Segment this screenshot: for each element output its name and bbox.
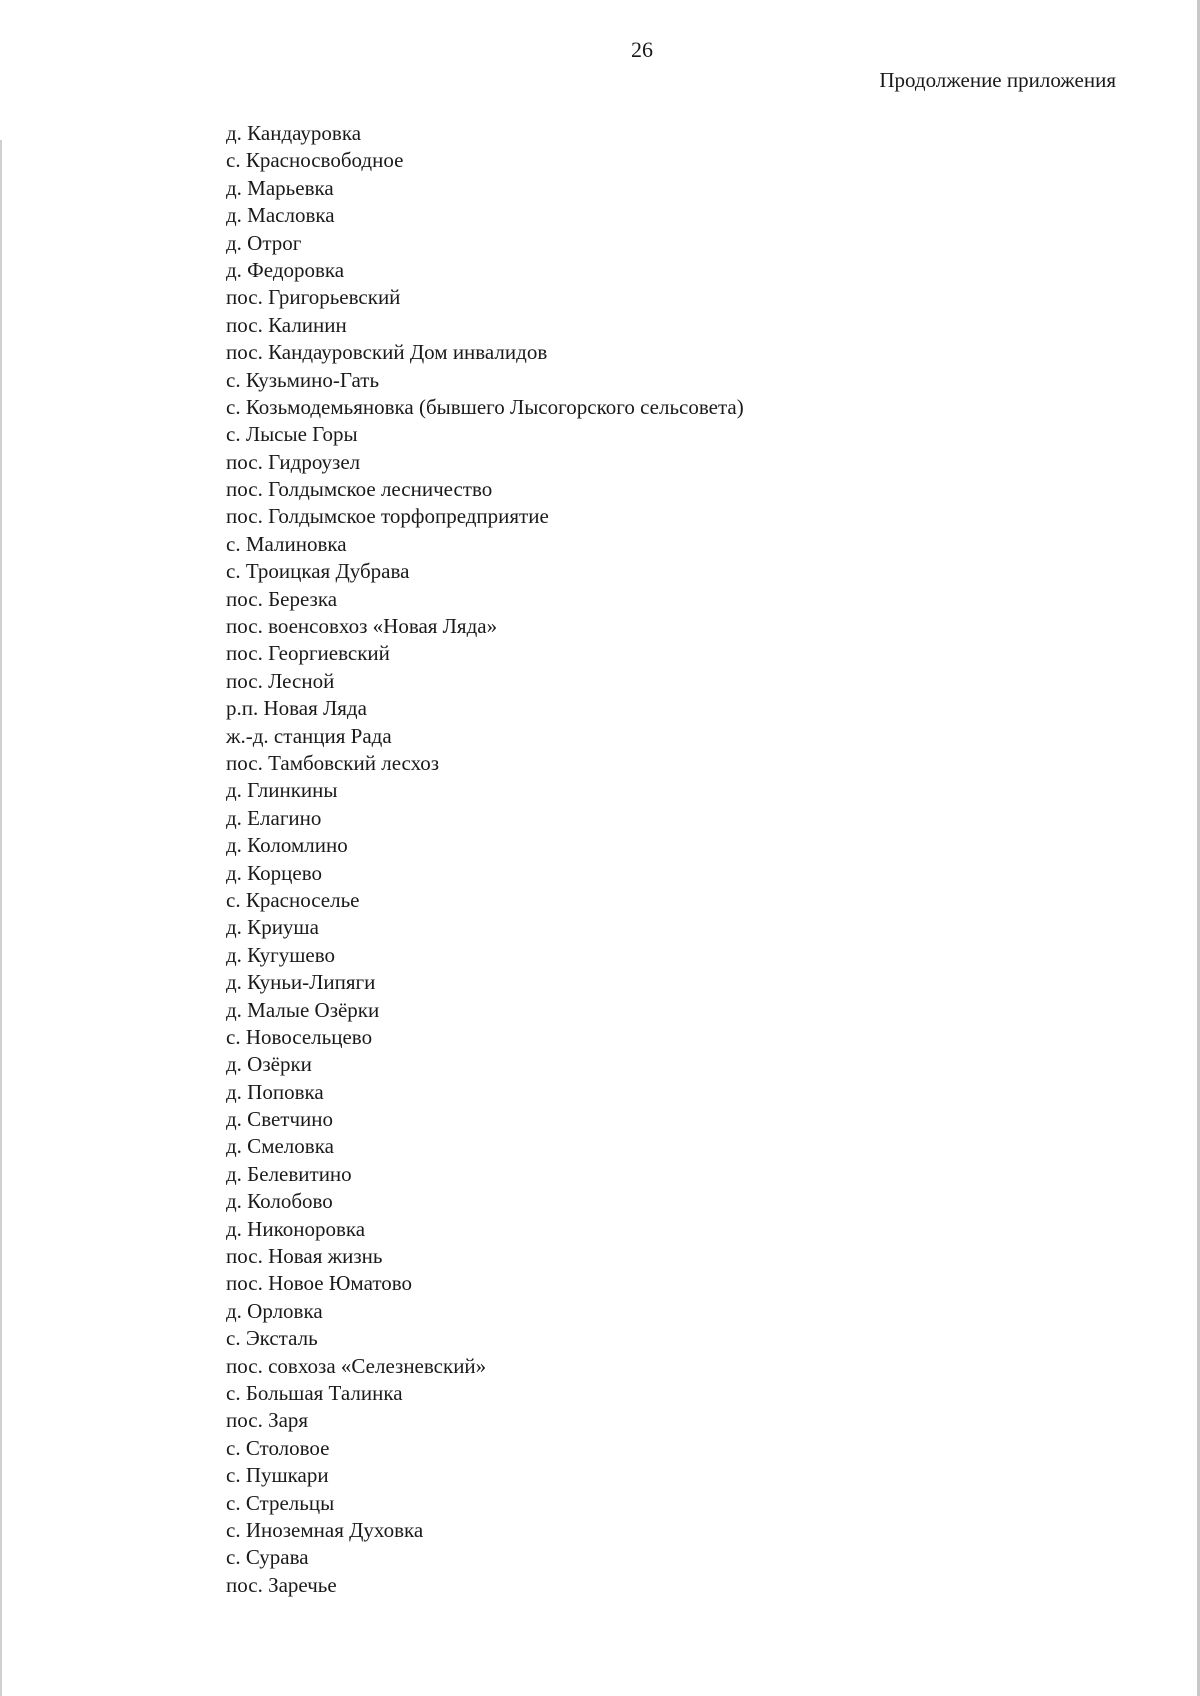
settlement-item: с. Большая Талинка <box>226 1380 403 1405</box>
settlement-item: с. Стрельцы <box>226 1490 335 1515</box>
settlement-item: д. Коломлино <box>226 833 348 858</box>
settlement-item: д. Никоноровка <box>226 1216 366 1241</box>
settlement-item: д. Отрог <box>226 230 302 255</box>
settlement-item: пос. Голдымское лесничество <box>226 477 493 502</box>
settlement-item: д. Поповка <box>226 1079 324 1104</box>
settlement-item: д. Озёрки <box>226 1052 312 1077</box>
settlement-item: д. Корцево <box>226 860 322 885</box>
settlement-item: д. Малые Озёрки <box>226 997 380 1022</box>
settlement-item: пос. Георгиевский <box>226 641 390 666</box>
settlement-item: д. Орловка <box>226 1298 323 1323</box>
settlement-item: пос. совхоза «Селезневский» <box>226 1353 487 1378</box>
settlement-item: с. Кузьмино-Гать <box>226 367 380 392</box>
settlement-item: пос. Новая жизнь <box>226 1244 383 1269</box>
settlement-item: д. Кугушево <box>226 942 335 967</box>
settlement-item: с. Троицкая Дубрава <box>226 559 410 584</box>
scan-left-edge <box>0 140 2 1696</box>
settlement-item: пос. Тамбовский лесхоз <box>226 750 440 775</box>
settlement-item: с. Красноселье <box>226 887 360 912</box>
page-number: 26 <box>631 37 653 62</box>
settlement-item: с. Лысые Горы <box>226 422 358 447</box>
settlement-item: д. Федоровка <box>226 257 345 282</box>
settlement-item: пос. Гидроузел <box>226 449 361 474</box>
settlement-list <box>226 120 744 1599</box>
settlement-item: д. Смеловка <box>226 1134 334 1159</box>
settlement-item: пос. Кандауровский Дом инвалидов <box>226 340 548 365</box>
settlement-item: д. Кандауровка <box>226 121 362 145</box>
settlement-item: пос. Новое Юматово <box>226 1271 413 1296</box>
settlement-item: д. Криуша <box>226 915 319 940</box>
settlement-item: с. Пушкари <box>226 1463 329 1488</box>
settlement-item: с. Иноземная Духовка <box>226 1517 424 1542</box>
settlement-item: д. Глинкины <box>226 778 338 803</box>
settlement-item: с. Новосельцево <box>226 1024 373 1049</box>
settlement-item: д. Куньи-Липяги <box>226 970 376 995</box>
settlement-item: р.п. Новая Ляда <box>226 696 367 721</box>
settlement-item: с. Красносвободное <box>226 148 404 173</box>
settlement-item: д. Колобово <box>226 1189 333 1214</box>
settlement-item: с. Эксталь <box>226 1326 318 1351</box>
settlement-item: д. Масловка <box>226 203 335 228</box>
continuation-label: Продолжение приложения <box>879 68 1116 92</box>
settlement-item: с. Козьмодемьяновка (бывшего Лысогорского сельсовета) <box>226 394 744 419</box>
settlement-item: с. Малиновка <box>226 531 347 556</box>
settlement-item: пос. Березка <box>226 586 338 611</box>
settlement-item: с. Сурава <box>226 1545 309 1570</box>
settlement-item: д. Светчино <box>226 1107 334 1132</box>
settlement-item: пос. Григорьевский <box>226 285 401 310</box>
settlement-item: пос. Голдымское торфопредприятие <box>226 504 549 529</box>
settlement-item: с. Столовое <box>226 1435 330 1460</box>
settlement-item: пос. Заречье <box>226 1572 337 1597</box>
settlement-item: пос. Лесной <box>226 668 335 693</box>
settlement-item: д. Белевитино <box>226 1161 352 1186</box>
settlement-item: пос. Заря <box>226 1408 309 1433</box>
settlement-item: д. Елагино <box>226 805 322 830</box>
settlement-item: пос. военсовхоз «Новая Ляда» <box>226 614 498 639</box>
settlement-item: пос. Калинин <box>226 312 347 337</box>
settlement-item: ж.-д. станция Рада <box>226 723 392 748</box>
settlement-item: д. Марьевка <box>226 175 334 200</box>
